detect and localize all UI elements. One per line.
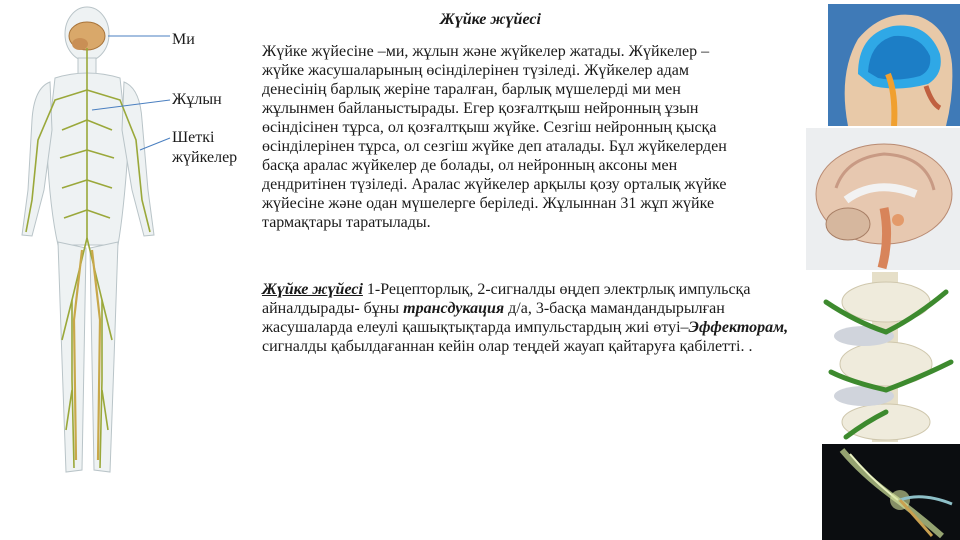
paragraph-1-line: дендритінен түзіледі. Аралас жүйкелер арқылы қозу орталық жүйке (262, 176, 727, 193)
paragraph-1-line: тармақтары таратылады. (262, 214, 431, 231)
paragraph-2 (262, 280, 802, 356)
paragraph-1-line: өсінділерінен тұрса, ол сезгіш жүйке деп аталады. Бұл жүйкелерден (262, 138, 727, 155)
neuron-signal-image (822, 444, 960, 540)
label-spinal-cord: Жұлын (172, 91, 222, 108)
paragraph-1-line: денесінің барлық жеріне таралған, барлық мүшелерді ми мен (262, 81, 681, 98)
paragraph-1 (262, 42, 802, 232)
paragraph-1-line: жұлынмен байланыстырады. Егер қозғалтқыш нейронның ұзын (262, 100, 699, 117)
page-title: Жүйке жүйесі (440, 11, 541, 28)
brain-section-image (806, 128, 960, 270)
paragraph-1-line: жүйесіне және одан мүшелерге беріледі. Жұлыннан 31 жұп жүйке (262, 195, 715, 212)
head-mri-image (828, 4, 960, 126)
label-peripheral-1: Шеткі (172, 129, 215, 146)
spine-vertebrae-image (806, 272, 960, 442)
paragraph-1-line: Жүйке жүйесіне –ми, жұлын және жүйкелер жатады. Жүйкелер – (262, 43, 710, 60)
label-peripheral-2: жүйкелер (172, 149, 238, 166)
label-brain: Ми (172, 31, 195, 48)
paragraph-1-line: басқа аралас жүйкелер де болады, ол нейронның аксоны мен (262, 157, 678, 174)
term-transduction: трансдукация (403, 300, 505, 317)
paragraph-1-line: жүйке жасушаларының өсінділерінен түзіледі. Жүйкелер адам (262, 62, 690, 79)
paragraph-2-text: сигналды қабылдағаннан кейін олар теңдей жауап қайтаруға қабілетті. . (262, 338, 753, 355)
paragraph-2-text: д/а, 3-басқа мамандандырылған жасушаларда елеулі қашықтықтарда импульстардың жиі өтуі– (262, 300, 725, 336)
nervous-system-figure (0, 0, 190, 500)
paragraph-2-text: 1-Рецепторлық, 2-сигналды өңдеп электрлық импульсқа айналдырады- бұны (262, 281, 751, 317)
term-effector: Эффекторам, (688, 319, 789, 336)
paragraph-2-lead: Жүйке жүйесі (262, 281, 363, 298)
paragraph-1-line: өсіндісінен тұрса, ол қозғалтқыш жүйке. Сезгіш нейронның қысқа (262, 119, 717, 136)
